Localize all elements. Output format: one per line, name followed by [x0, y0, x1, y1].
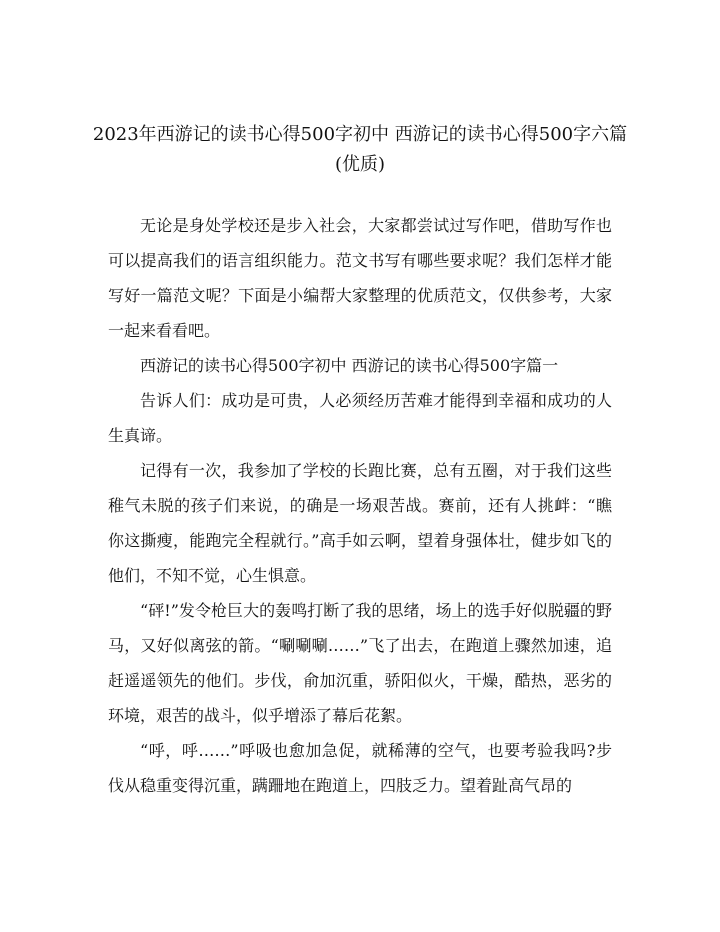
paragraph-intro: 无论是身处学校还是步入社会，大家都尝试过写作吧，借助写作也可以提高我们的语言组织能力。范文书写有哪些要求呢？我们怎样才能写好一篇范文呢？下面是小编帮大家整理的优质范文，仅供参考，大家一起来看看吧。	[108, 216, 612, 340]
paragraph: 告诉人们：成功是可贵，人必须经历苦难才能得到幸福和成功的人生真谛。	[108, 391, 612, 445]
document-title: 2023年西游记的读书心得500字初中 西游记的读书心得500字六篇(优质)	[92, 124, 628, 175]
document-body	[108, 208, 612, 803]
paragraph: “呼，呼……”呼吸也愈加急促，就稀薄的空气，也要考验我吗?步伐从稳重变得沉重，蹒跚地在跑道上，四肢乏力。望着趾高气昂的	[108, 741, 612, 795]
paragraph: “砰!”发令枪巨大的轰鸣打断了我的思绪，场上的选手好似脱疆的野马，又好似离弦的箭。“唰唰唰……”飞了出去，在跑道上骤然加速，追赶遥遥领先的他们。步伐，俞加沉重，骄阳似火，干燥，酷热，恶劣的环境，艰苦的战斗，似乎增添了幕后花絮。	[108, 601, 612, 725]
paragraph-section-heading: 西游记的读书心得500字初中 西游记的读书心得500字篇一	[140, 356, 559, 375]
paragraph: 记得有一次，我参加了学校的长跑比赛，总有五圈，对于我们这些稚气未脱的孩子们来说，的确是一场艰苦战。赛前，还有人挑衅：“瞧你这撕瘦，能跑完全程就行。”高手如云啊，望着身强体壮，健步如飞的他们，不知不觉，心生惧意。	[108, 461, 612, 585]
